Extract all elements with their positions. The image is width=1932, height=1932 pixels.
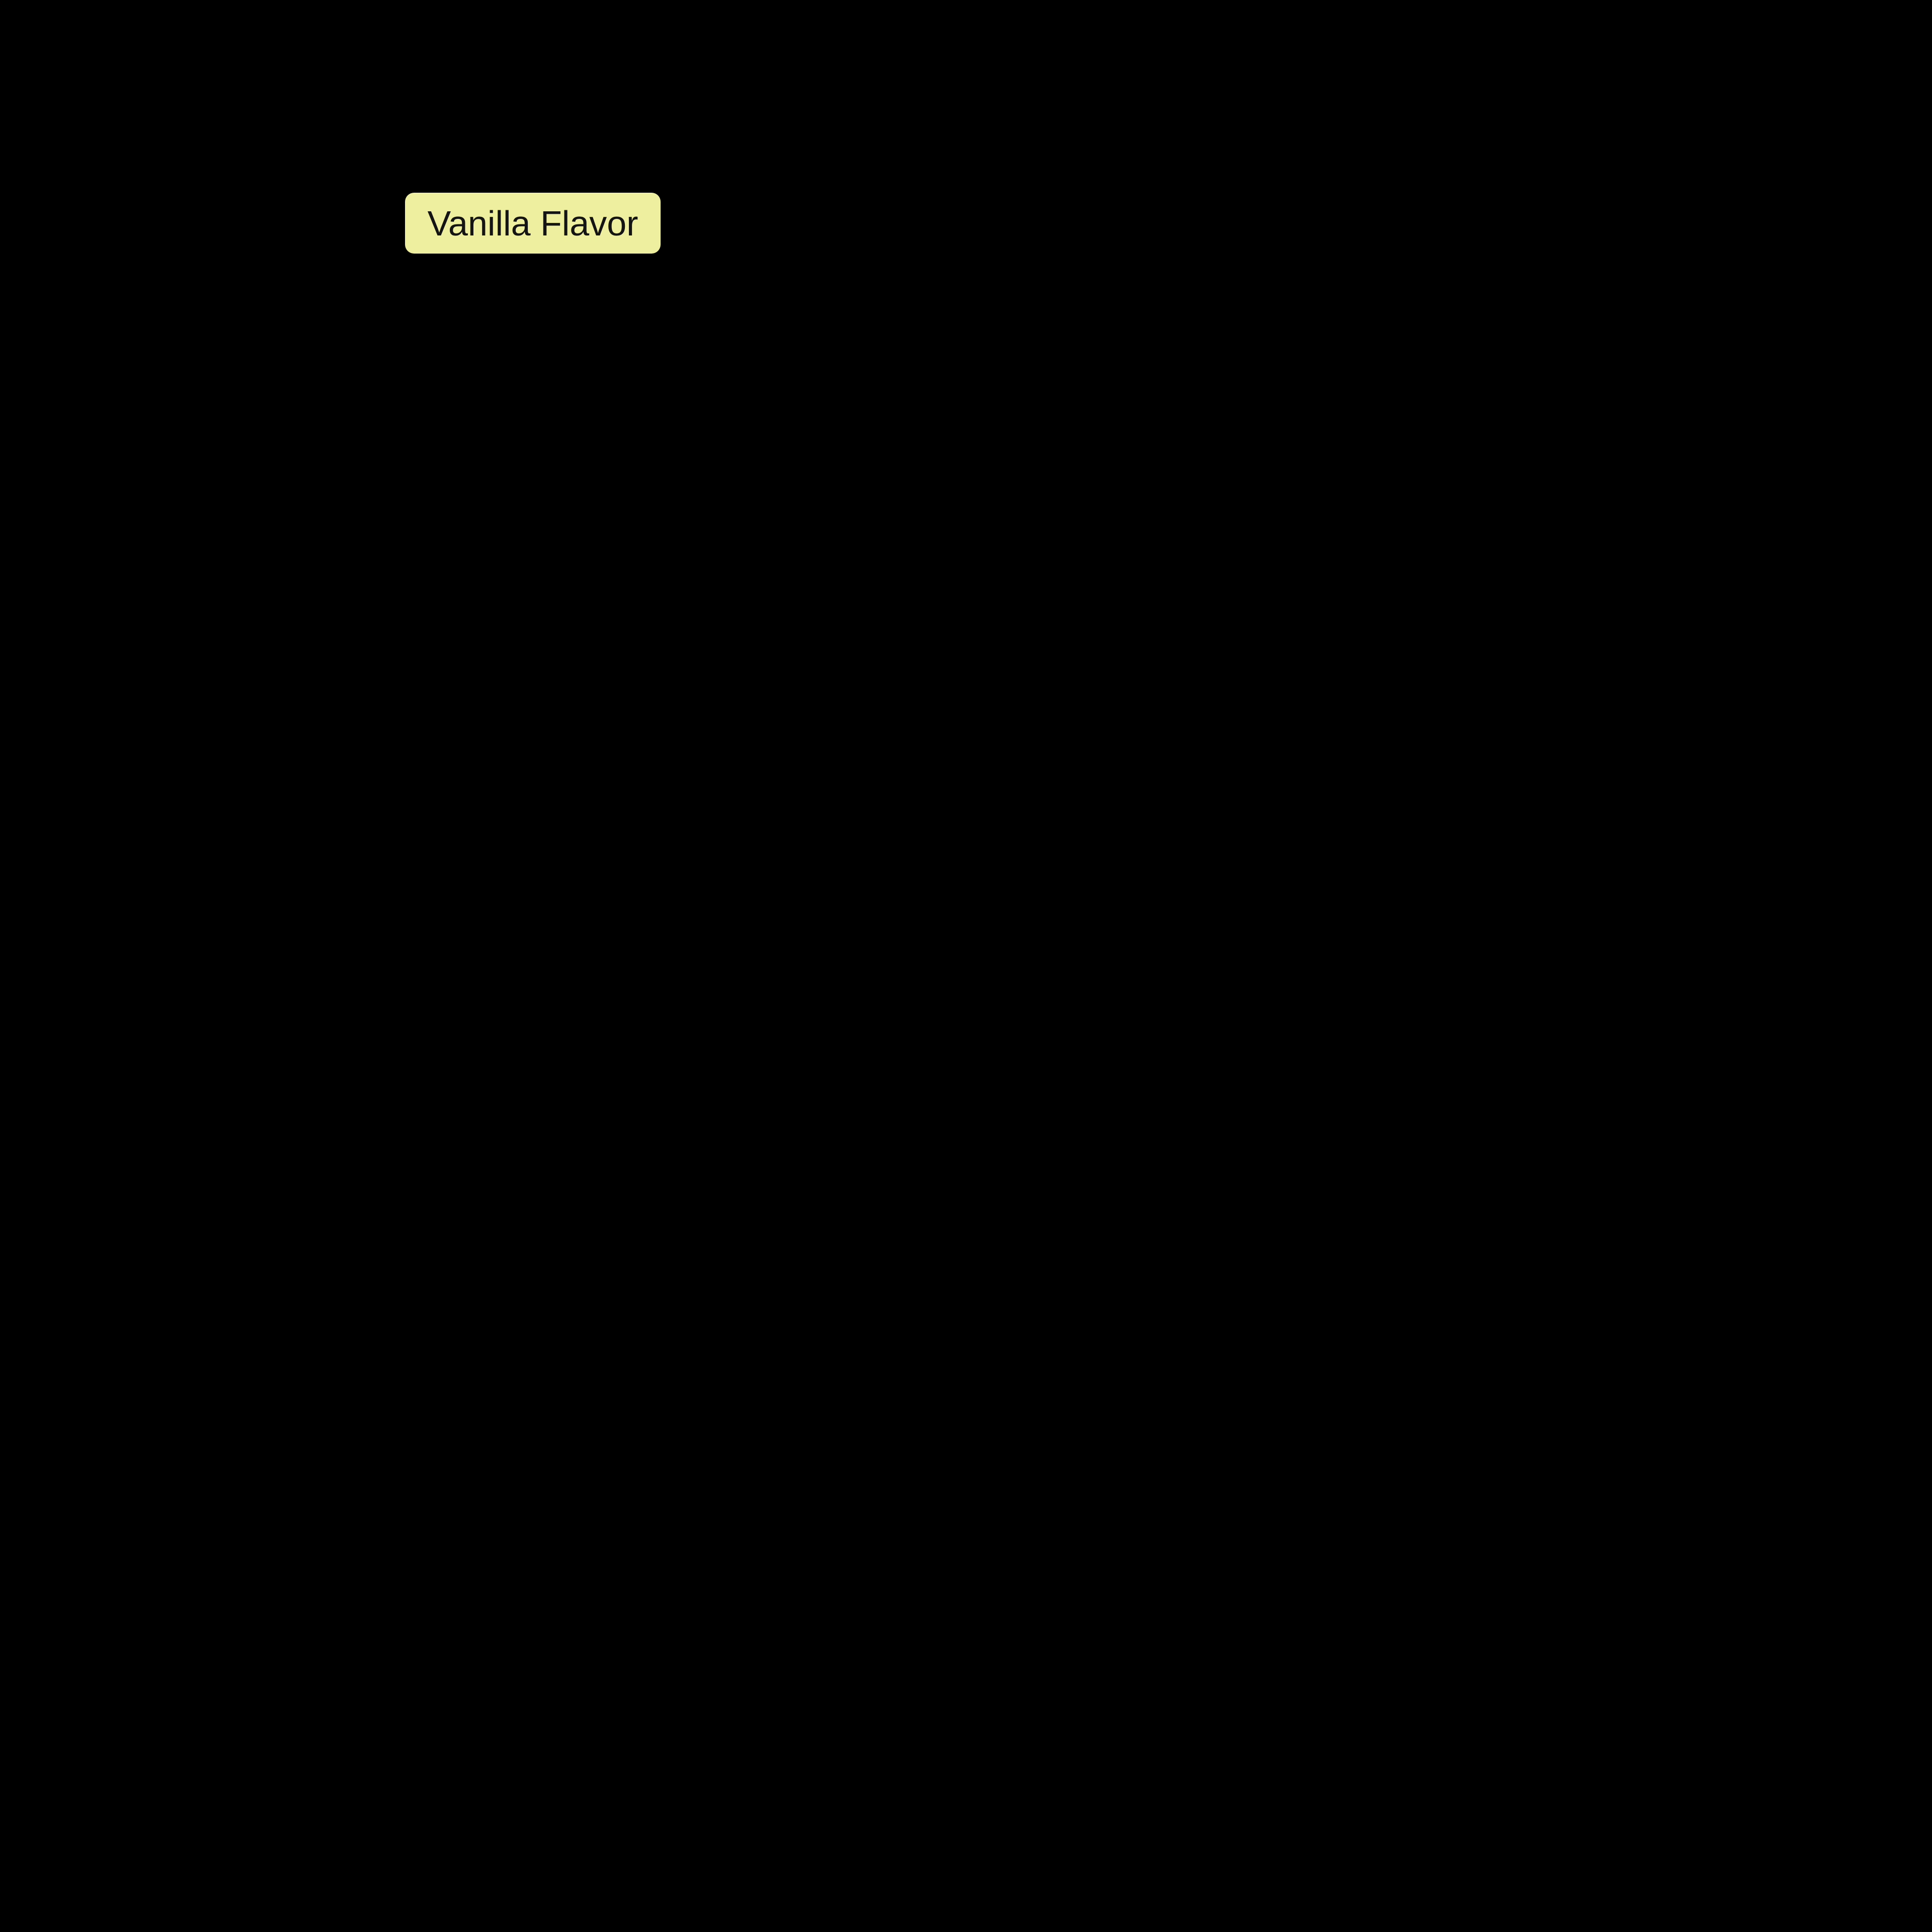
vanilla-flavor-button[interactable] xyxy=(405,193,661,254)
vanilla-flavor-button-label: Vanilla Flavor xyxy=(427,203,638,243)
